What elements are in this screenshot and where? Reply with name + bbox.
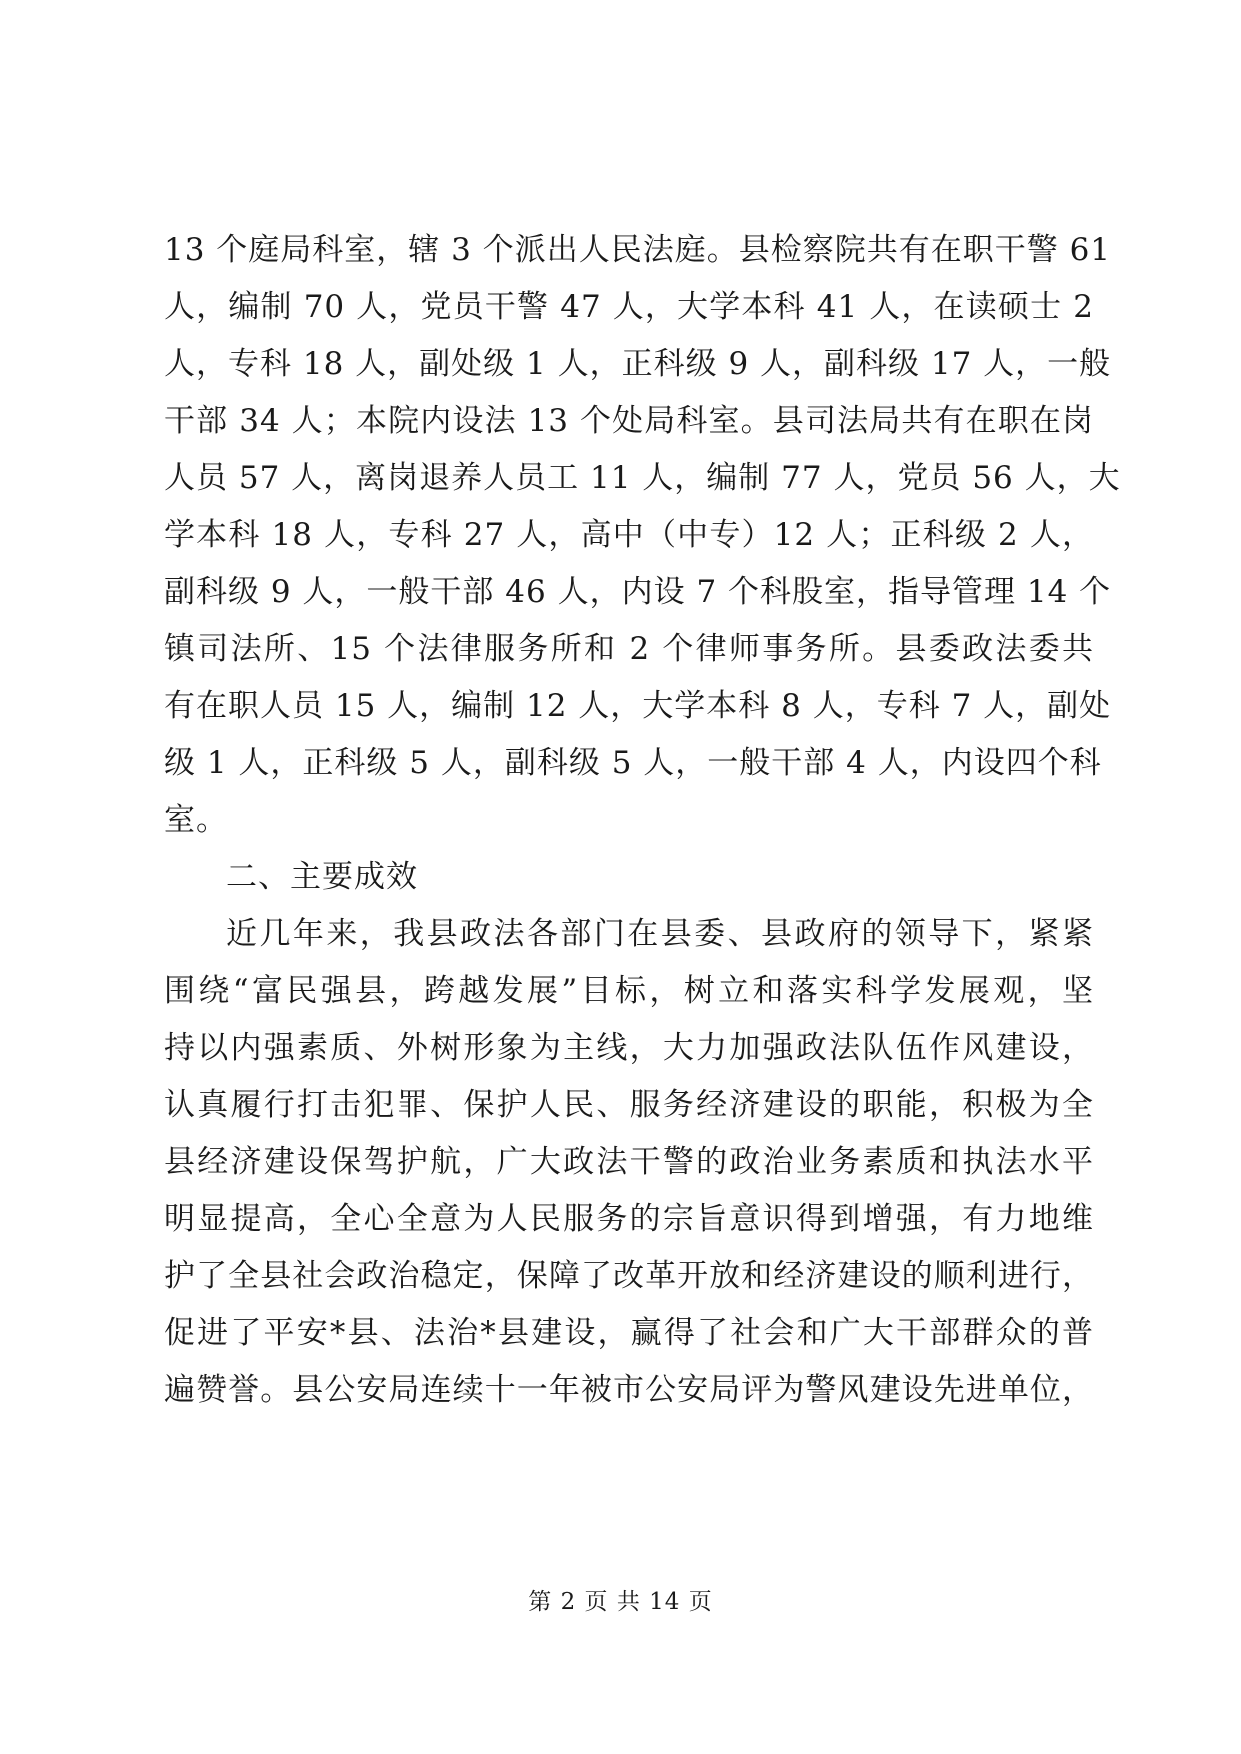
text-line: 级 1 人，正科级 5 人，副科级 5 人，一般干部 4 人，内设四个科: [164, 745, 1102, 781]
text-line: 明显提高，全心全意为人民服务的宗旨意识得到增强，有力地维: [164, 1201, 1094, 1237]
text-line: 县经济建设保驾护航，广大政法干警的政治业务素质和执法水平: [164, 1144, 1094, 1180]
text-line: 促进了平安*县、法治*县建设，赢得了社会和广大干部群众的普: [164, 1315, 1094, 1351]
text-line: 副科级 9 人，一般干部 46 人，内设 7 个科股室，指导管理 14 个: [164, 574, 1112, 610]
section-heading: 二、主要成效: [226, 859, 418, 895]
text-line: 人，专科 18 人，副处级 1 人，正科级 9 人，副科级 17 人，一般: [164, 346, 1112, 382]
text-line: 室。: [164, 802, 228, 838]
text-line: 近几年来，我县政法各部门在县委、县政府的领导下，紧紧: [226, 916, 1094, 952]
text-line: 持以内强素质、外树形象为主线，大力加强政法队伍作风建设，: [164, 1030, 1094, 1066]
text-line: 围绕“富民强县，跨越发展”目标，树立和落实科学发展观，坚: [164, 973, 1094, 1009]
text-line: 有在职人员 15 人，编制 12 人，大学本科 8 人，专科 7 人，副处: [164, 688, 1112, 724]
text-line: 镇司法所、15 个法律服务所和 2 个律师事务所。县委政法委共: [164, 631, 1094, 667]
text-line: 护了全县社会政治稳定，保障了改革开放和经济建设的顺利进行，: [164, 1258, 1094, 1294]
text-line: 13 个庭局科室，辖 3 个派出人民法庭。县检察院共有在职干警 61: [164, 232, 1112, 268]
text-line: 认真履行打击犯罪、保护人民、服务经济建设的职能，积极为全: [164, 1087, 1094, 1123]
page-number: 第 2 页 共 14 页: [528, 1589, 713, 1615]
text-line: 人员 57 人，离岗退养人员工 11 人，编制 77 人，党员 56 人，大: [164, 460, 1121, 496]
text-line: 遍赞誉。县公安局连续十一年被市公安局评为警风建设先进单位，: [164, 1372, 1094, 1408]
text-line: 人，编制 70 人，党员干警 47 人，大学本科 41 人，在读硕士 2: [164, 289, 1094, 325]
text-line: 干部 34 人；本院内设法 13 个处局科室。县司法局共有在职在岗: [164, 403, 1094, 439]
text-line: 学本科 18 人，专科 27 人，高中（中专）12 人；正科级 2 人，: [164, 517, 1094, 553]
